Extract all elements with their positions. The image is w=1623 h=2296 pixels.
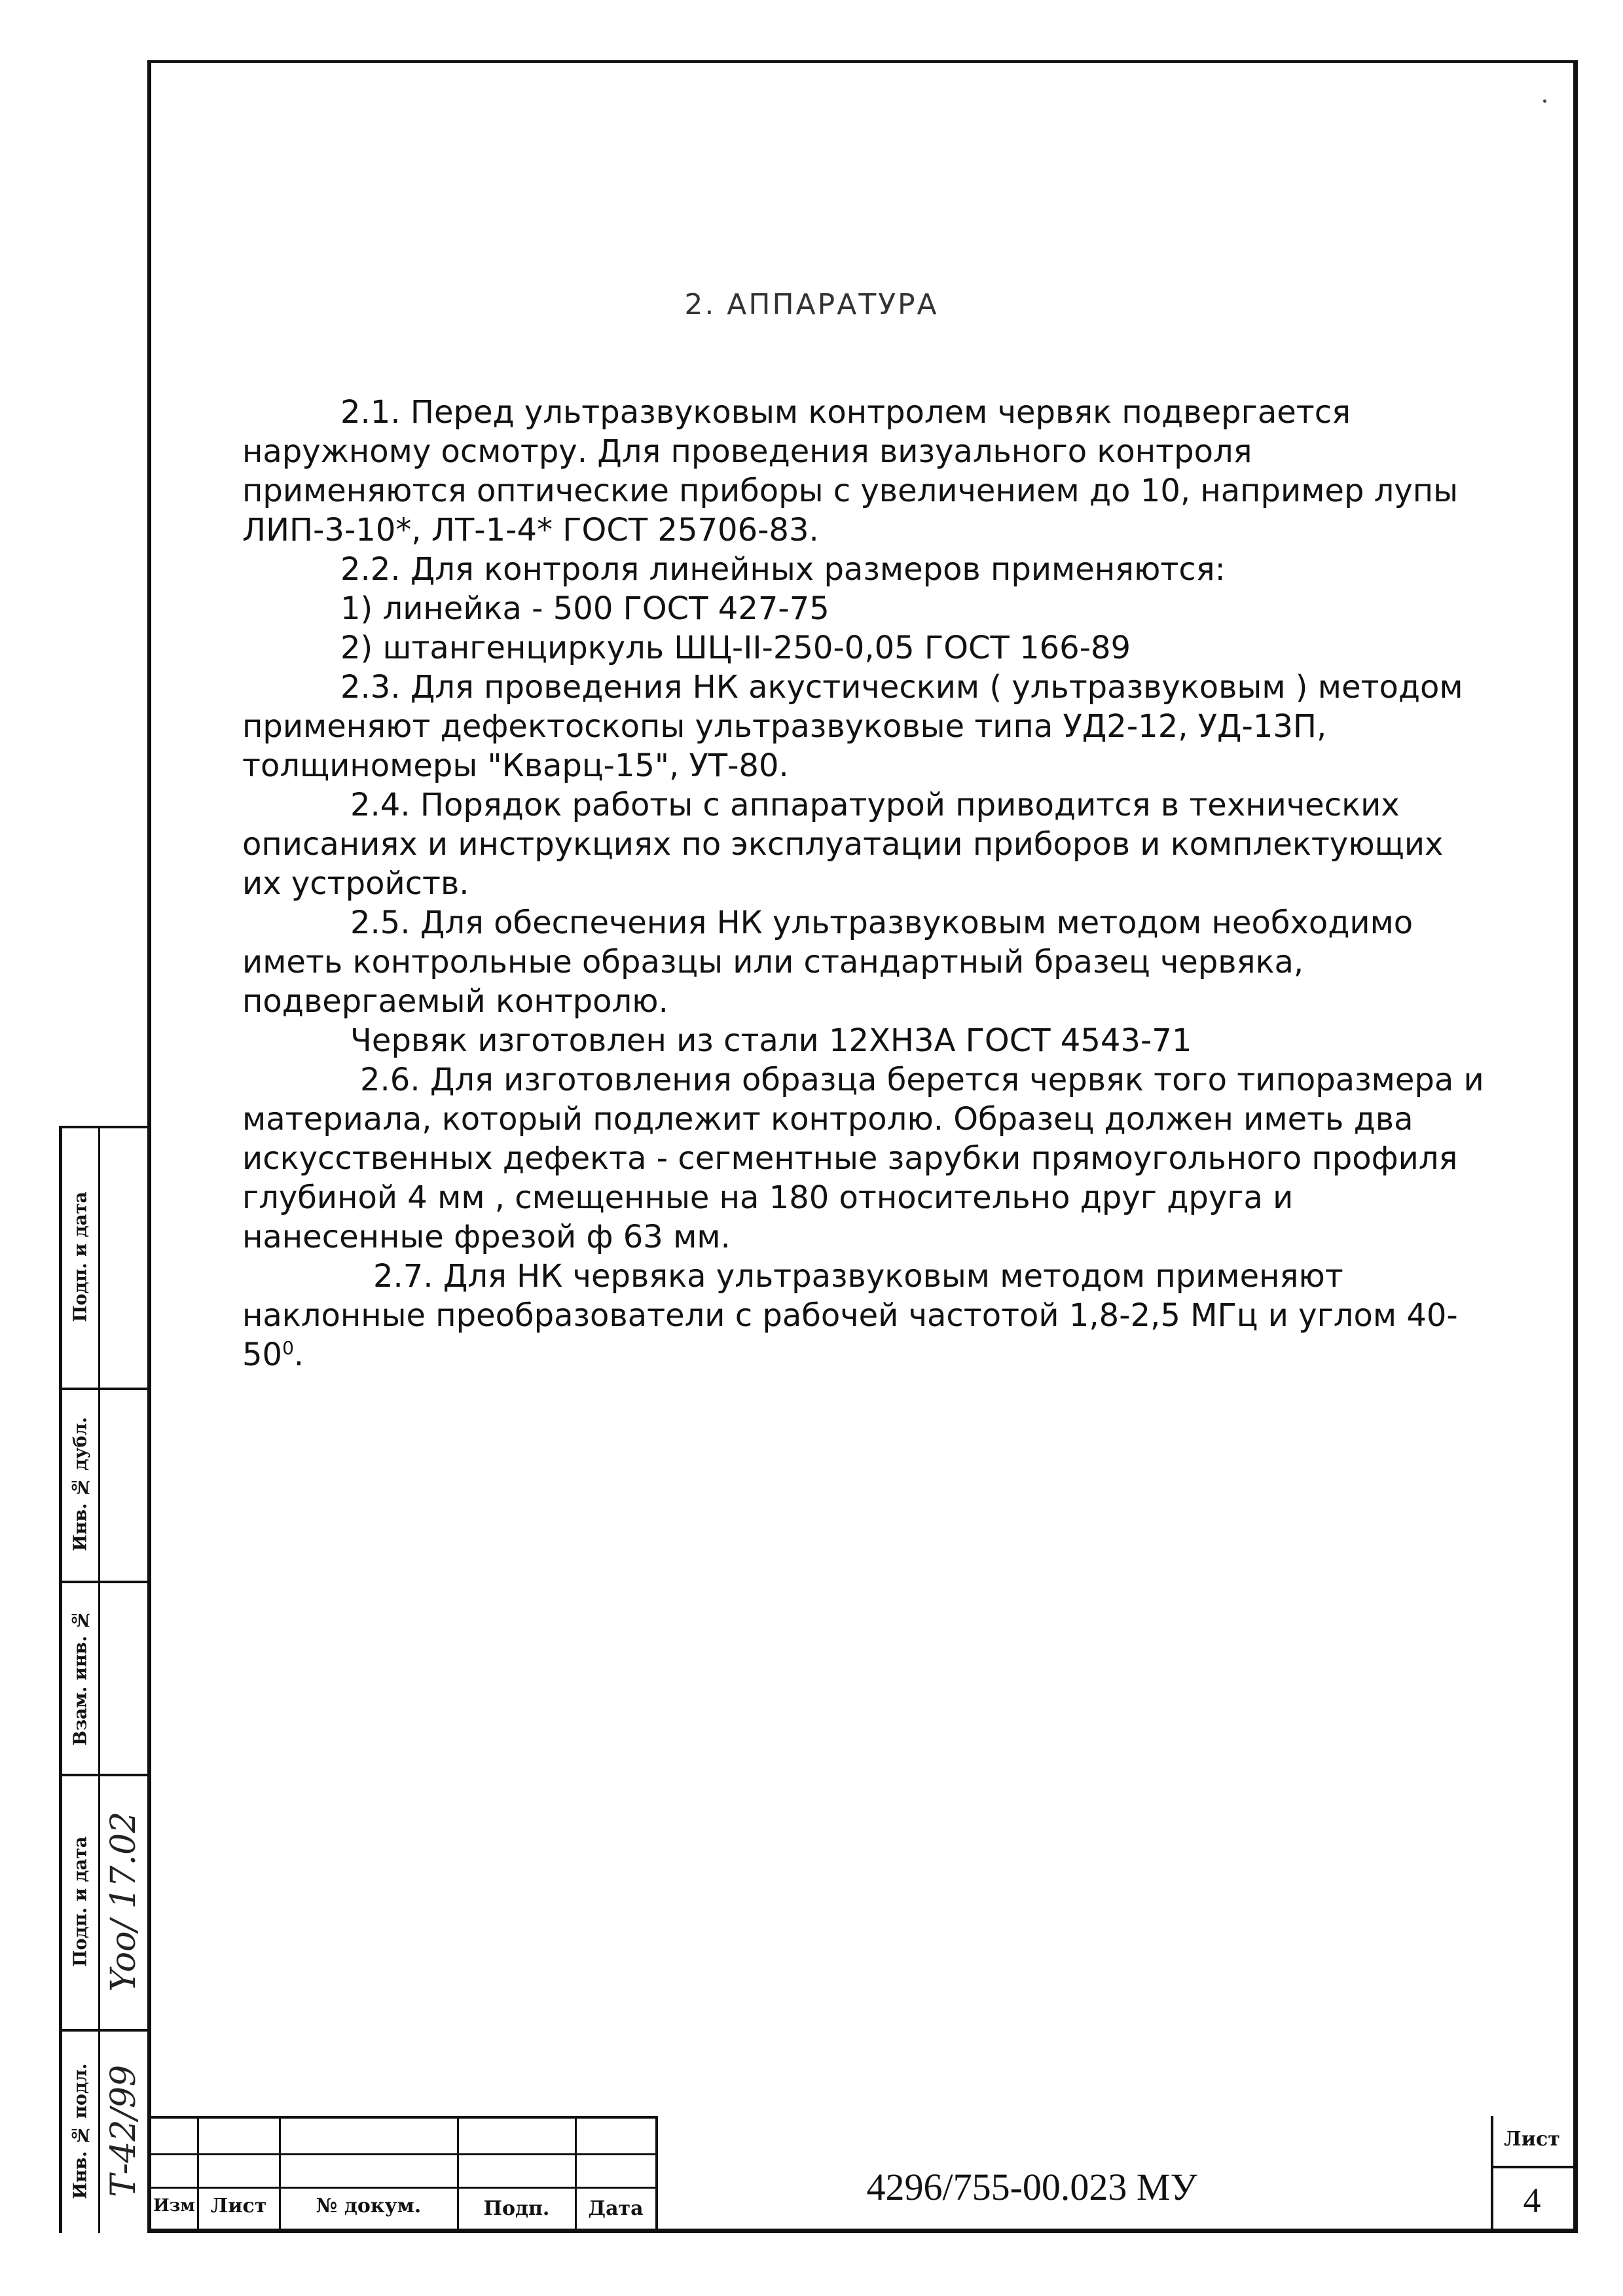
caption-doc-number: № докум. [316,2195,422,2217]
dot-mark [1543,99,1546,103]
paragraph-2-7: 2.7. Для НК червяка ультразвуковым методом применяют наклонные преобразователи с рабочей частотой 1,8-2,5 МГц и углом $40-50^0$. [242,1258,1458,1373]
list-item-ruler: 1) линейка - 500 ГОСТ 427-75 [340,590,830,627]
caption-signature: Подп. [483,2197,550,2220]
side-label-sign-date-2: Подп. и дата [70,1836,91,1967]
handwritten-inventory-number: Т-42/99 [104,2064,143,2198]
list-item-caliper: 2) штангенциркуль ШЦ-II-250-0,05 ГОСТ 166-89 [340,630,1131,666]
paragraph-2-1: 2.1. Перед ультразвуковым контролем червяк подвергается наружному осмотру. Для проведения визуального контроля применяются оптические приборы с увеличением до 10, например лупы ЛИП-3-10*, ЛТ-1-4* ГОСТ 25706-83. [242,394,1459,548]
section-heading: 2. АППАРАТУРА [684,288,939,321]
handwritten-signature-date: Yoo/ 17.02 [104,1811,143,1992]
paragraph-2-2: 2.2. Для контроля линейных размеров применяются: [340,551,1226,588]
paragraph-2-7-text: 2.7. Для НК червяка ультразвуковым методом применяют наклонные преобразователи с рабочей частотой 1,8-2,5 МГц и углом 40-50 [242,1258,1458,1373]
paragraph-material: Червяк изготовлен из стали 12ХН3А ГОСТ 4543-71 [350,1022,1192,1059]
side-label-replace-inv: Взам. инв. № [70,1609,91,1746]
title-block [151,2116,1573,2229]
caption-date: Дата [588,2197,644,2220]
paragraph-2-3: 2.3. Для проведения НК акустическим ( ультразвуковым ) методом применяют дефектоскопы ультразвуковые типа УД2-12, УД-13П, толщиномеры "Кварц-15", УТ-80. [242,669,1463,784]
sheet-number: 4 [1523,2181,1541,2220]
caption-revision: Изм [153,2196,195,2215]
paragraph-2-5: 2.5. Для обеспечения НК ультразвуковым методом необходимо иметь контрольные образцы или стандартный бразец червяка, подвергаемый контролю. [242,905,1413,1020]
caption-sheet: Лист [210,2195,267,2217]
side-label-sign-date-1: Подп. и дата [70,1191,91,1322]
sheet-label: Лист [1504,2128,1560,2151]
side-label-dup-inv: Инв. № дубл. [70,1417,91,1551]
paragraph-2-6: 2.6. Для изготовления образца берется червяк того типоразмера и материала, который подлежит контролю. Образец должен иметь два искусственных дефекта - сегментные зарубки прямоугольного профиля глубиной 4 мм , смещенные на 180 относительно друг друга и нанесенные фрезой ф 63 мм. [242,1062,1484,1255]
paragraph-2-4: 2.4. Порядок работы с аппаратурой приводится в технических описаниях и инструкциях по эксплуатации приборов и комплектующих их устройств. [242,787,1444,902]
side-strip [59,1126,148,2233]
side-label-orig-inv: Инв. № подл. [70,2063,91,2199]
degree-mark: 0 [282,1337,294,1359]
document-designation: 4296/755-00.023 МУ [866,2166,1197,2208]
body-text [242,393,1486,1374]
